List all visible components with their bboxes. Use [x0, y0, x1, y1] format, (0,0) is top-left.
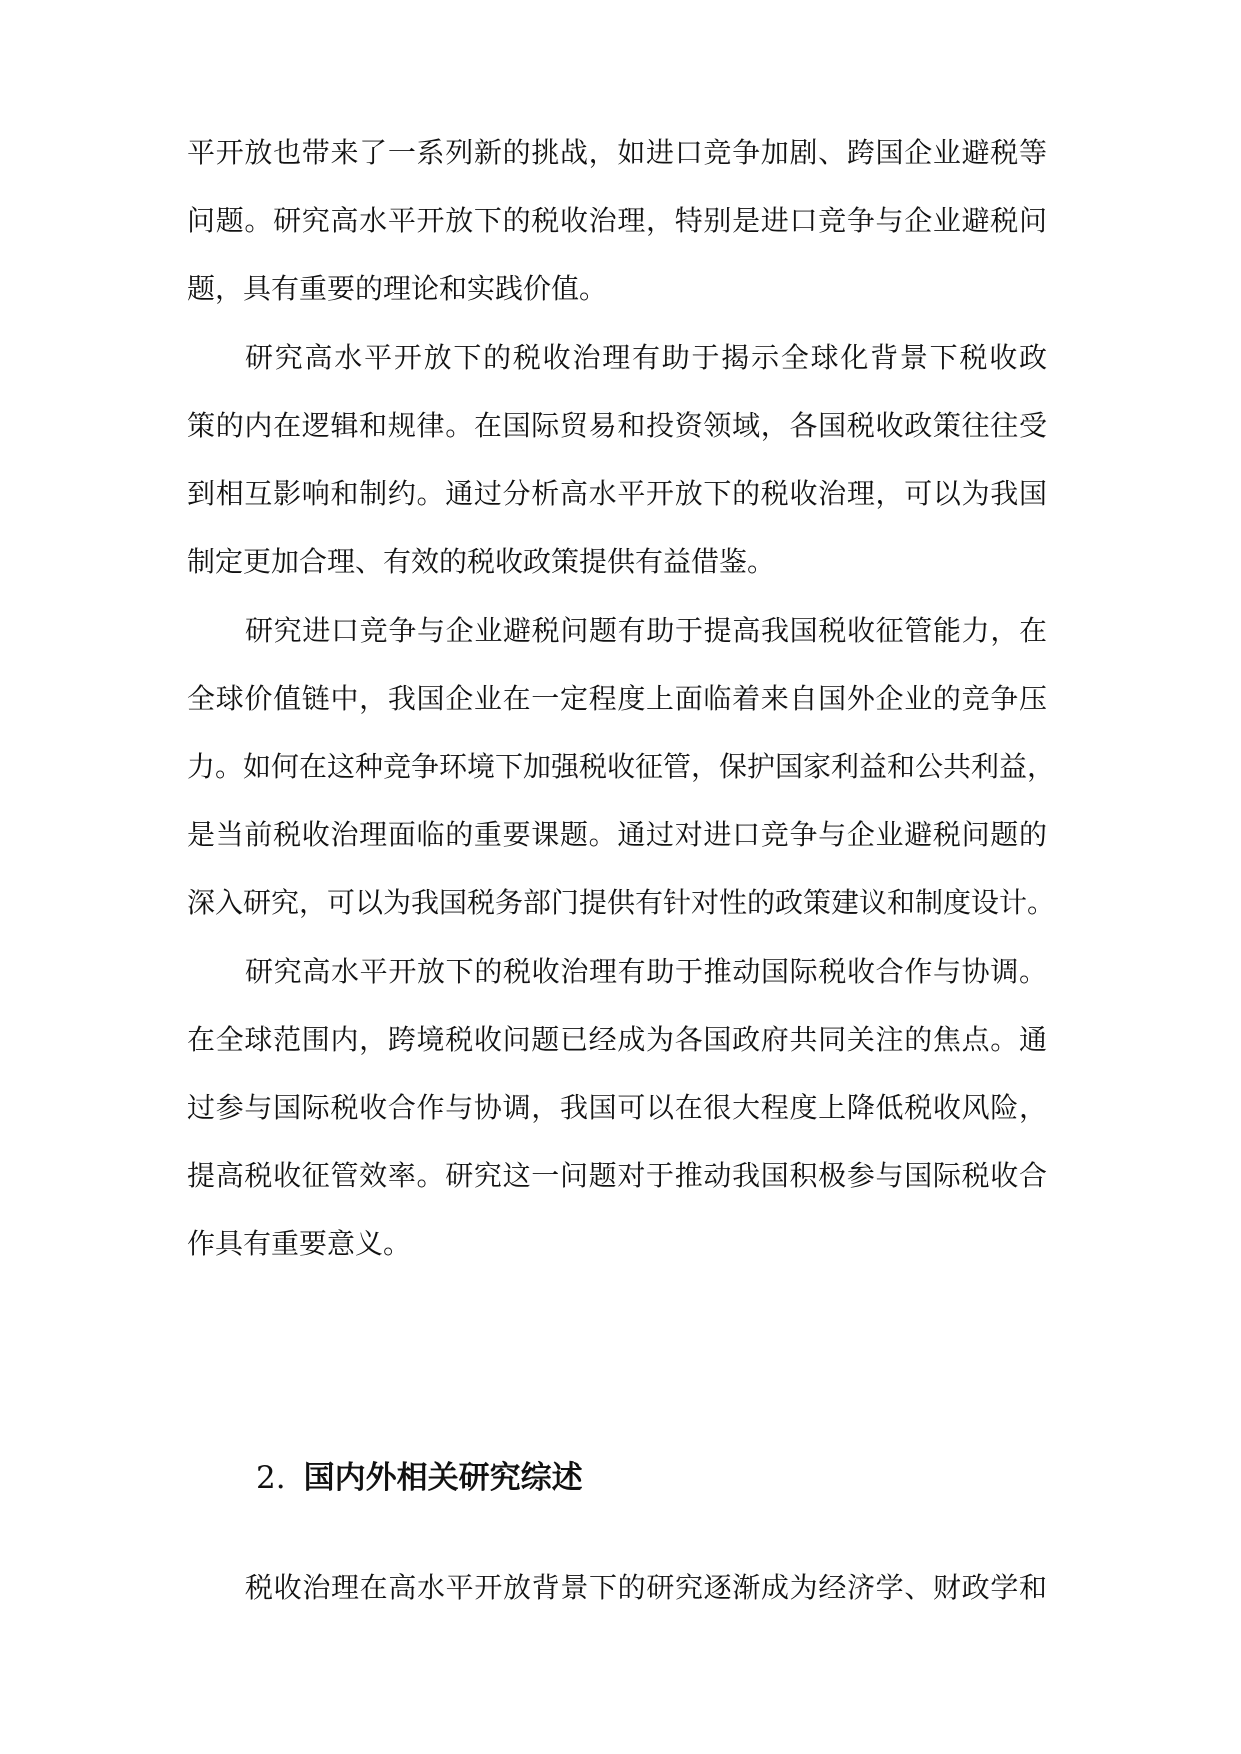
paragraph-3-line-1: 研究进口竞争与企业避税问题有助于提高我国税收征管能力，在	[245, 614, 1047, 647]
paragraph-4-line-3: 过参与国际税收合作与协调，我国可以在很大程度上降低税收风险，	[187, 1091, 1047, 1124]
paragraph-1-line-3: 题，具有重要的理论和实践价值。	[187, 272, 608, 305]
paragraph-1-line-2: 问题。研究高水平开放下的税收治理，特别是进口竞争与企业避税问	[187, 204, 1047, 237]
paragraph-4-line-2: 在全球范围内，跨境税收问题已经成为各国政府共同关注的焦点。通	[187, 1023, 1047, 1056]
section-title: 国内外相关研究综述	[303, 1460, 583, 1496]
paragraph-4-line-5: 作具有重要意义。	[187, 1227, 412, 1260]
paragraph-2-line-3: 到相互影响和制约。通过分析高水平开放下的税收治理，可以为我国	[187, 477, 1047, 510]
paragraph-4-line-1: 研究高水平开放下的税收治理有助于推动国际税收合作与协调。	[245, 955, 1047, 988]
paragraph-3-line-4: 是当前税收治理面临的重要课题。通过对进口竞争与企业避税问题的	[187, 818, 1047, 851]
closing-paragraph-line-1: 税收治理在高水平开放背景下的研究逐渐成为经济学、财政学和	[245, 1571, 1047, 1604]
section-number: 2.	[256, 1460, 286, 1496]
paragraph-4-line-4: 提高税收征管效率。研究这一问题对于推动我国积极参与国际税收合	[187, 1159, 1047, 1192]
paragraph-3-line-5: 深入研究，可以为我国税务部门提供有针对性的政策建议和制度设计。	[187, 886, 1056, 919]
paragraph-3-line-3: 力。如何在这种竞争环境下加强税收征管，保护国家利益和公共利益，	[187, 750, 1056, 783]
section-heading	[256, 1456, 583, 1500]
paragraph-2-line-1: 研究高水平开放下的税收治理有助于揭示全球化背景下税收政	[245, 341, 1047, 374]
paragraph-2-line-4: 制定更加合理、有效的税收政策提供有益借鉴。	[187, 545, 776, 578]
paragraph-1-line-1: 平开放也带来了一系列新的挑战，如进口竞争加剧、跨国企业避税等	[187, 136, 1047, 169]
paragraph-3-line-2: 全球价值链中，我国企业在一定程度上面临着来自国外企业的竞争压	[187, 682, 1047, 715]
paragraph-2-line-2: 策的内在逻辑和规律。在国际贸易和投资领域，各国税收政策往往受	[187, 409, 1047, 442]
